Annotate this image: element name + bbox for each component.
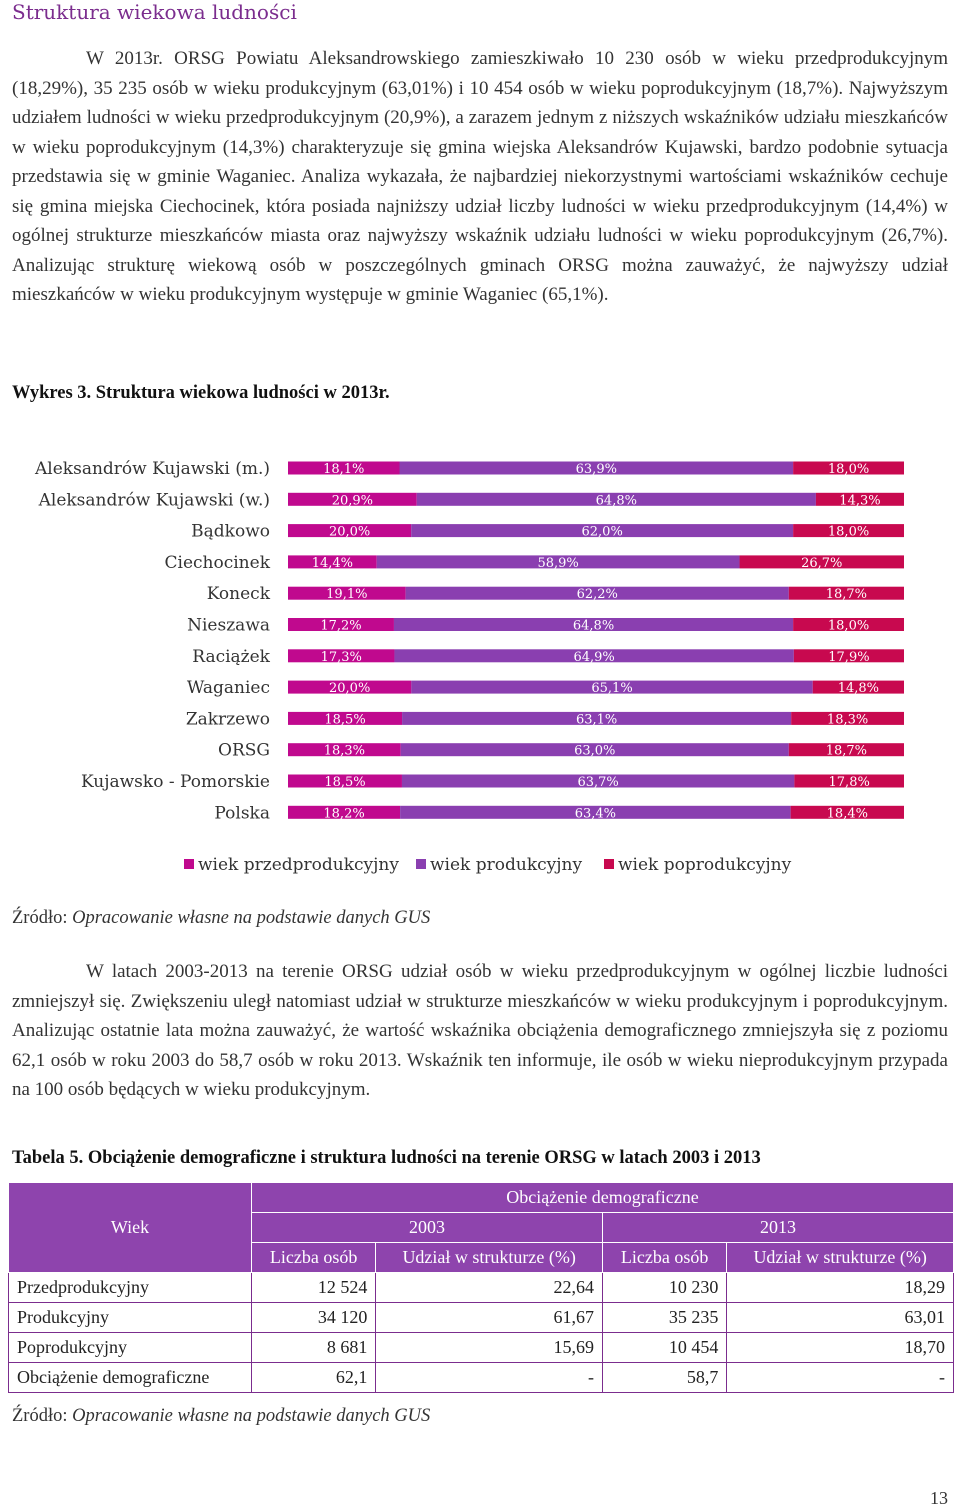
table-source-text: Opracowanie własne na podstawie danych GUS — [72, 1406, 431, 1426]
demographic-table — [8, 1182, 954, 1393]
category-label: Polska — [214, 803, 270, 824]
legend-label: wiek przedprodukcyjny — [198, 855, 399, 875]
table-cell: 22,64 — [376, 1273, 603, 1303]
table-cell: 35 235 — [602, 1303, 726, 1333]
table-row — [9, 1303, 954, 1333]
age-structure-chart — [0, 440, 960, 900]
table-subheader: Liczba osób — [602, 1243, 726, 1273]
table-row — [9, 1363, 954, 1393]
data-label: 18,7% — [825, 743, 868, 759]
category-label: Raciążek — [192, 646, 270, 667]
category-label: Bądkowo — [191, 521, 270, 542]
table-cell: 61,67 — [376, 1303, 603, 1333]
data-label: 18,1% — [323, 462, 365, 477]
data-label: 65,1% — [591, 681, 633, 697]
chart-source — [12, 908, 430, 929]
data-label: 64,9% — [573, 649, 615, 665]
category-label: Koneck — [206, 584, 270, 605]
table-group-header: Obciążenie demograficzne — [252, 1183, 954, 1213]
table-cell: 10 454 — [602, 1333, 726, 1363]
data-label: 17,8% — [828, 775, 870, 790]
data-label: 63,7% — [577, 775, 619, 790]
data-label: 64,8% — [595, 493, 637, 509]
table-cell: 10 230 — [602, 1273, 726, 1303]
data-label: 26,7% — [801, 555, 843, 571]
table-row — [9, 1333, 954, 1363]
table-cell: - — [727, 1363, 954, 1393]
table-cell: 18,70 — [727, 1333, 954, 1363]
legend-swatch — [604, 859, 614, 869]
intro-paragraph — [12, 44, 948, 310]
data-label: 20,9% — [331, 493, 374, 509]
data-label: 18,0% — [827, 462, 870, 477]
category-label: Nieszawa — [187, 615, 270, 636]
table-subheader: Udział w strukturze (%) — [727, 1243, 954, 1273]
table-row-label: Produkcyjny — [9, 1303, 252, 1333]
table-subheader: Udział w strukturze (%) — [376, 1243, 603, 1273]
table-cell: 8 681 — [252, 1333, 376, 1363]
data-label: 18,7% — [825, 587, 868, 603]
table-cell: 34 120 — [252, 1303, 376, 1333]
table-cell: 15,69 — [376, 1333, 603, 1363]
chart-source-label: Źródło: — [12, 908, 68, 928]
legend-label: wiek poprodukcyjny — [618, 855, 792, 875]
table-corner-header: Wiek — [9, 1183, 252, 1273]
data-label: 14,4% — [311, 555, 354, 571]
table-subheader: Liczba osób — [252, 1243, 376, 1273]
data-label: 18,2% — [323, 806, 365, 822]
category-label: Waganiec — [186, 678, 270, 699]
figure-caption: Wykres 3. Struktura wiekowa ludności w 2013r. — [12, 383, 390, 403]
category-label: Ciechocinek — [164, 552, 270, 573]
table-source — [12, 1406, 430, 1427]
data-label: 18,3% — [323, 743, 366, 759]
category-label: Aleksandrów Kujawski (m.) — [35, 459, 270, 479]
data-label: 19,1% — [326, 587, 368, 603]
table-source-label: Źródło: — [12, 1406, 68, 1426]
table-caption: Tabela 5. Obciążenie demograficzne i struktura ludności na terenie ORSG w latach 2003 i 2013 — [12, 1148, 761, 1168]
data-label: 18,4% — [826, 806, 868, 822]
legend-label: wiek produkcyjny — [430, 855, 583, 875]
data-label: 18,5% — [324, 775, 366, 790]
page-number: 13 — [930, 1488, 948, 1508]
table-row — [9, 1273, 954, 1303]
data-label: 64,8% — [572, 618, 615, 634]
data-label: 17,9% — [828, 649, 870, 665]
table-cell: 62,1 — [252, 1363, 376, 1393]
table-row-label: Przedprodukcyjny — [9, 1273, 252, 1303]
category-label: ORSG — [218, 740, 270, 761]
table-year-header: 2013 — [602, 1213, 953, 1243]
table-header-row — [9, 1183, 954, 1213]
data-label: 14,3% — [839, 493, 881, 509]
table-cell: 58,7 — [602, 1363, 726, 1393]
legend-swatch — [416, 859, 426, 869]
data-label: 63,0% — [574, 743, 616, 759]
data-label: 17,2% — [320, 618, 362, 634]
section-heading: Struktura wiekowa ludności — [12, 0, 297, 24]
data-label: 62,0% — [581, 524, 623, 540]
data-label: 18,3% — [826, 712, 869, 728]
trend-paragraph-text: W latach 2003-2013 na terenie ORSG udział osób w wieku przedprodukcyjnym w ogólnej liczbie ludności zmniejszył się. Zwiększeniu uległ natomiast udział w strukturze mieszkańców w wieku produkcyjnym i poprodukcyjnym. Analizując ostatnie lata można zauważyć, że wartość wskaźnika obciążenia demograficznego zmniejszyła się z poziomu 62,1 osób w roku 2003 do 58,7 osób w roku 2013. Wskaźnik ten informuje, ile osób w wieku nieprodukcyjnym przypada na 100 osób będących w wieku produkcyjnym. — [12, 961, 948, 1100]
table-cell: - — [376, 1363, 603, 1393]
table-year-header: 2003 — [252, 1213, 603, 1243]
category-label: Zakrzewo — [185, 709, 270, 730]
category-label: Aleksandrów Kujawski (w.) — [38, 490, 270, 511]
data-label: 58,9% — [537, 555, 579, 571]
table-row-label: Obciążenie demograficzne — [9, 1363, 252, 1393]
table-row-label: Poprodukcyjny — [9, 1333, 252, 1363]
data-label: 63,9% — [575, 462, 617, 477]
intro-paragraph-text: W 2013r. ORSG Powiatu Aleksandrowskiego zamieszkiwało 10 230 osób w wieku przedprodukcyjnym (18,29%), 35 235 osób w wieku produkcyjnym (63,01%) i 10 454 osób w wieku poprodukcyjnym (18,7%). Najwyższym udziałem ludności w wieku przedprodukcyjnym (20,9%), a zarazem jednym z niższych wskaźników udziału mieszkańców w wieku poprodukcyjnym (14,3%) charakteryzuje się gmina wiejska Aleksandrów Kujawski, bardzo podobnie sytuacja przedstawia się w gminie Waganiec. Analiza wykazała, że najbardziej niekorzystnymi wartościami wskaźników cechuje się gmina miejska Ciechocinek, która posiada najniższy udział liczby ludności w wieku przedprodukcyjnym (14,4%) w ogólnej strukturze mieszkańców miasta oraz najwyższy wskaźnik udziału ludności w wieku poprodukcyjnym (26,7%). Analizując strukturę wiekową osób w poszczególnych gminach ORSG można zauważyć, że najwyższy udział mieszkańców w wieku produkcyjnym występuje w gminie Waganiec (65,1%). — [12, 48, 948, 305]
trend-paragraph — [12, 957, 948, 1105]
data-label: 63,4% — [574, 806, 617, 822]
category-label: Kujawsko - Pomorskie — [80, 772, 270, 792]
table-cell: 12 524 — [252, 1273, 376, 1303]
data-label: 17,3% — [320, 649, 362, 665]
legend-swatch — [184, 859, 194, 869]
data-label: 20,0% — [328, 524, 371, 540]
data-label: 20,0% — [329, 681, 371, 697]
chart-source-text: Opracowanie własne na podstawie danych GUS — [72, 908, 431, 928]
table-cell: 18,29 — [727, 1273, 954, 1303]
table-cell: 63,01 — [727, 1303, 954, 1333]
data-label: 14,8% — [837, 681, 880, 697]
data-label: 18,0% — [827, 524, 870, 540]
data-label: 62,2% — [576, 587, 618, 603]
data-label: 63,1% — [575, 712, 618, 728]
data-label: 18,0% — [827, 618, 870, 634]
data-label: 18,5% — [324, 712, 366, 728]
